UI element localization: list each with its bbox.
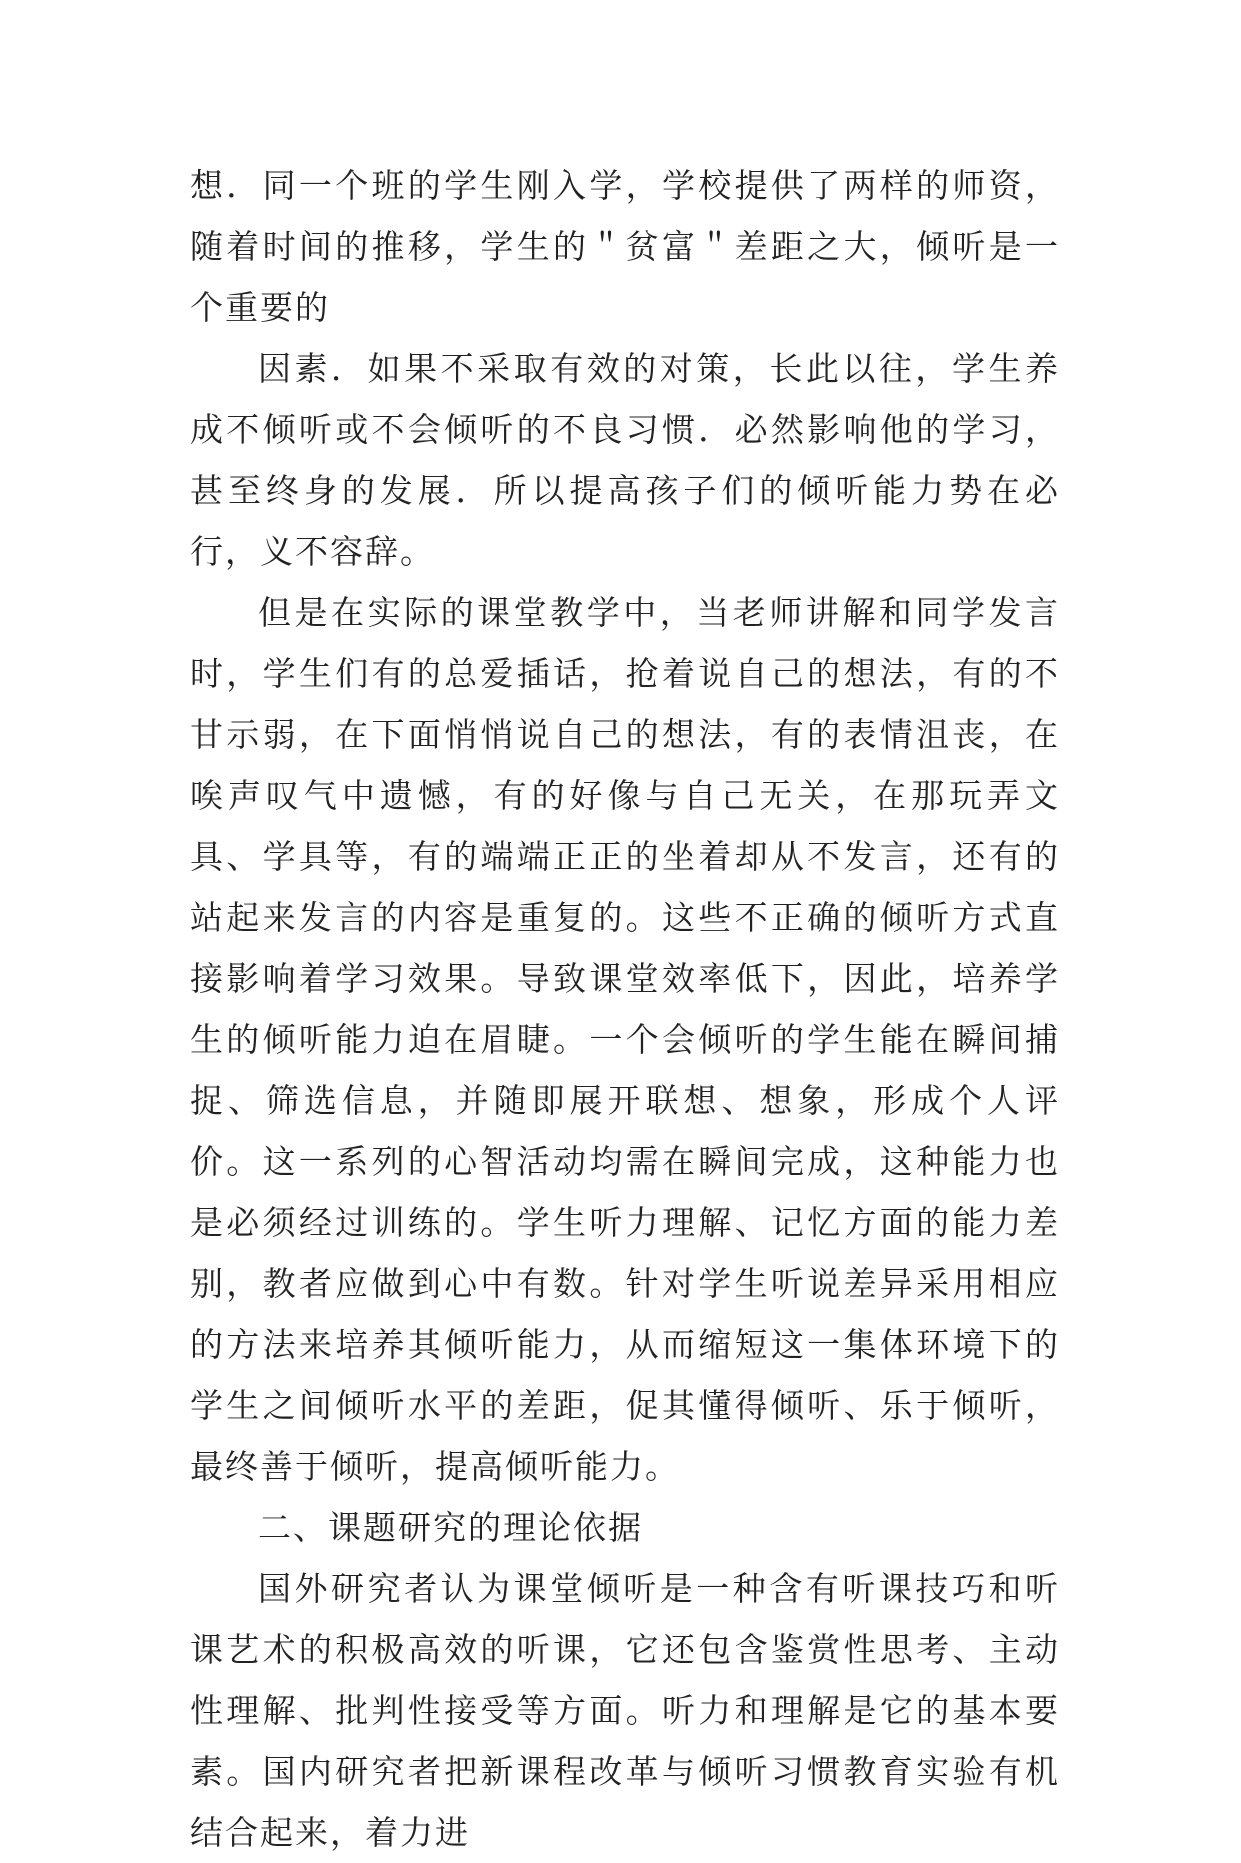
section-heading: 二、课题研究的理论依据 bbox=[258, 1508, 643, 1547]
document-body bbox=[190, 155, 1060, 1863]
paragraph-continuation: 想．同一个班的学生刚入学，学校提供了两样的师资，随着时间的推移，学生的＂贫富＂差距之大，倾听是一个重要的 bbox=[190, 166, 1060, 327]
paragraph-factor: 因素．如果不采取有效的对策，长此以往，学生养成不倾听或不会倾听的不良习惯．必然影响他的学习，甚至终身的发展．所以提高孩子们的倾听能力势在必行，义不容辞。 bbox=[190, 349, 1060, 571]
paragraph-classroom-practice: 但是在实际的课堂教学中，当老师讲解和同学发言时，学生们有的总爱插话，抢着说自己的想法，有的不甘示弱，在下面悄悄说自己的想法，有的表情沮丧，在唉声叹气中遗憾，有的好像与自己无关，在那玩弄文具、学具等，有的端端正正的坐着却从不发言，还有的站起来发言的内容是重复的。这些不正确的倾听方式直接影响着学习效果。导致课堂效率低下，因此，培养学生的倾听能力迫在眉睫。一个会倾听的学生能在瞬间捕捉、筛选信息，并随即展开联想、想象，形成个人评价。这一系列的心智活动均需在瞬间完成，这种能力也是必须经过训练的。学生听力理解、记忆方面的能力差别，教者应做到心中有数。针对学生听说差异采用相应的方法来培养其倾听能力，从而缩短这一集体环境下的学生之间倾听水平的差距，促其懂得倾听、乐于倾听，最终善于倾听，提高倾听能力。 bbox=[190, 593, 1060, 1486]
paragraph-theory: 国外研究者认为课堂倾听是一种含有听课技巧和听课艺术的积极高效的听课，它还包含鉴赏性思考、主动性理解、批判性接受等方面。听力和理解是它的基本要素。国内研究者把新课程改革与倾听习惯教育实验有机结合起来，着力进 bbox=[190, 1569, 1060, 1852]
